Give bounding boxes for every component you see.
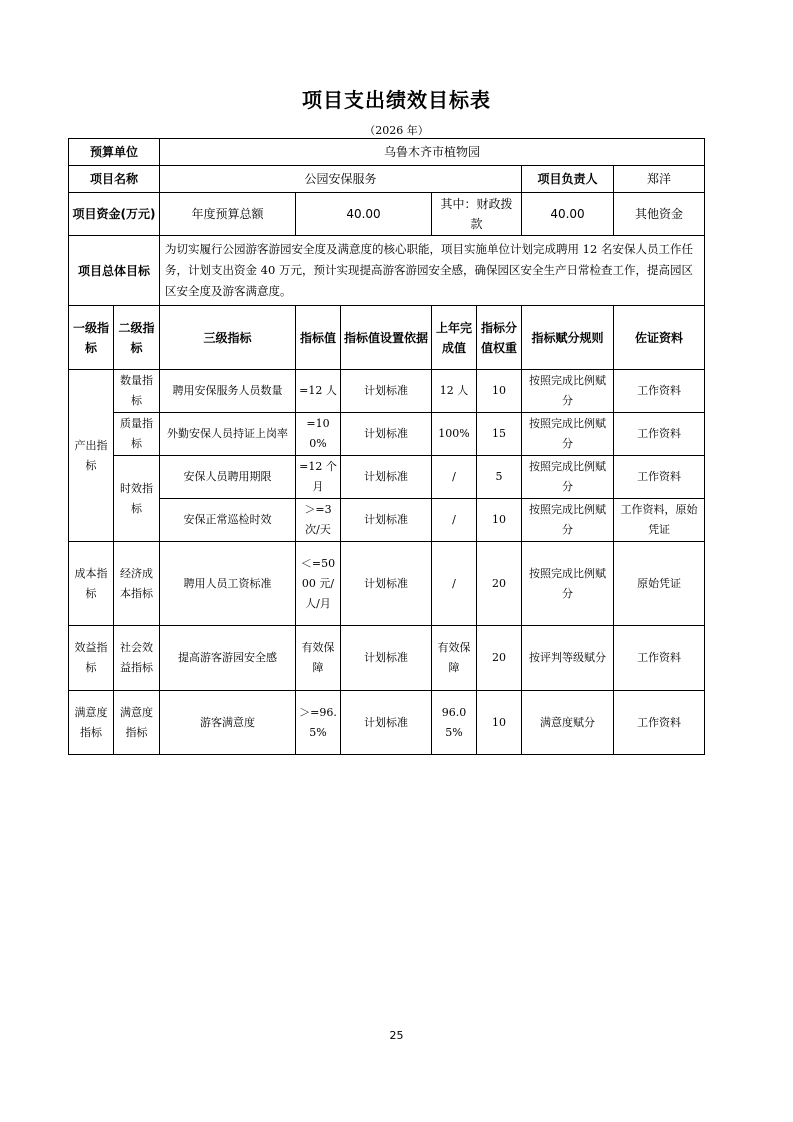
indicator-evidence: 工作资料: [614, 626, 705, 691]
indicator-last-year: /: [432, 499, 477, 542]
indicator-value: ＞=3 次/天: [296, 499, 341, 542]
header-weight: 指标分值权重: [477, 306, 522, 370]
page-number: 25: [389, 1029, 404, 1042]
indicator-weight: 10: [477, 370, 522, 413]
fiscal-value: 40.00: [522, 193, 614, 236]
project-funds-label: 项目资金(万元): [69, 193, 160, 236]
indicator-evidence: 原始凭证: [614, 542, 705, 626]
group-output: 产出指标: [69, 370, 114, 542]
indicator-weight: 20: [477, 542, 522, 626]
subgroup-quality: 质量指标: [114, 413, 160, 456]
indicator-name: 外勤安保人员持证上岗率: [160, 413, 296, 456]
year-label: （2026 年）: [364, 124, 429, 137]
table-row: [69, 499, 705, 542]
indicator-value: =100%: [296, 413, 341, 456]
indicator-name: 聘用安保服务人员数量: [160, 370, 296, 413]
indicator-weight: 5: [477, 456, 522, 499]
overall-goal-label: 项目总体目标: [69, 236, 160, 306]
indicator-value: ＞=96.5%: [296, 691, 341, 755]
indicator-evidence: 工作资料，原始凭证: [614, 499, 705, 542]
budget-unit-value: 乌鲁木齐市植物园: [160, 139, 705, 166]
header-level2: 二级指标: [114, 306, 160, 370]
indicator-last-year: 有效保障: [432, 626, 477, 691]
table-row: [69, 626, 705, 691]
project-funds-row: [69, 193, 705, 236]
indicator-evidence: 工作资料: [614, 413, 705, 456]
indicator-weight: 20: [477, 626, 522, 691]
indicator-name: 聘用人员工资标准: [160, 542, 296, 626]
indicator-weight: 10: [477, 691, 522, 755]
indicator-value: 有效保障: [296, 626, 341, 691]
indicator-rule: 按照完成比例赋分: [522, 456, 614, 499]
indicator-basis: 计划标准: [341, 413, 432, 456]
performance-target-table: [68, 138, 705, 755]
group-cost: 成本指标: [69, 542, 114, 626]
indicator-rule: 满意度赋分: [522, 691, 614, 755]
annual-total-label: 年度预算总额: [160, 193, 296, 236]
subgroup-timeliness: 时效指标: [114, 456, 160, 542]
budget-unit-label: 预算单位: [69, 139, 160, 166]
budget-unit-row: [69, 139, 705, 166]
project-leader-label: 项目负责人: [522, 166, 614, 193]
project-name-value: 公园安保服务: [160, 166, 522, 193]
subgroup-economic-cost: 经济成本指标: [114, 542, 160, 626]
group-satisfaction: 满意度指标: [69, 691, 114, 755]
indicator-name: 安保人员聘用期限: [160, 456, 296, 499]
table-row: [69, 691, 705, 755]
indicator-name: 安保正常巡检时效: [160, 499, 296, 542]
header-basis: 指标值设置依据: [341, 306, 432, 370]
header-level1: 一级指标: [69, 306, 114, 370]
indicator-weight: 10: [477, 499, 522, 542]
indicator-basis: 计划标准: [341, 542, 432, 626]
indicator-basis: 计划标准: [341, 626, 432, 691]
indicator-evidence: 工作资料: [614, 691, 705, 755]
group-benefit: 效益指标: [69, 626, 114, 691]
page-title: 项目支出绩效目标表: [302, 88, 491, 112]
indicator-rule: 按照完成比例赋分: [522, 499, 614, 542]
indicator-last-year: 12 人: [432, 370, 477, 413]
indicator-basis: 计划标准: [341, 499, 432, 542]
header-last-year: 上年完成值: [432, 306, 477, 370]
table-row: [69, 542, 705, 626]
subgroup-satisfaction: 满意度指标: [114, 691, 160, 755]
project-name-row: [69, 166, 705, 193]
table-row: [69, 456, 705, 499]
header-evidence: 佐证资料: [614, 306, 705, 370]
indicator-last-year: /: [432, 456, 477, 499]
header-level3: 三级指标: [160, 306, 296, 370]
indicator-rule: 按照完成比例赋分: [522, 542, 614, 626]
table-row: [69, 370, 705, 413]
indicator-weight: 15: [477, 413, 522, 456]
indicator-value: =12 个月: [296, 456, 341, 499]
project-leader-value: 郑洋: [614, 166, 705, 193]
indicator-last-year: /: [432, 542, 477, 626]
fiscal-label: 其中：财政拨款: [432, 193, 522, 236]
indicator-basis: 计划标准: [341, 691, 432, 755]
header-value: 指标值: [296, 306, 341, 370]
overall-goal-text: 为切实履行公园游客游园安全度及满意度的核心职能，项目实施单位计划完成聘用 12 名安保人员工作任务，计划支出资金 40 万元，预计实现提高游客游园安全感，确保园区安全生产日常检查工作，提高园区区安全度及游客满意度。: [160, 236, 705, 306]
table-row: [69, 413, 705, 456]
indicator-value: ＜=5000 元/人/月: [296, 542, 341, 626]
indicator-basis: 计划标准: [341, 370, 432, 413]
header-rule: 指标赋分规则: [522, 306, 614, 370]
indicator-rule: 按照完成比例赋分: [522, 413, 614, 456]
indicator-evidence: 工作资料: [614, 370, 705, 413]
indicator-rule: 按评判等级赋分: [522, 626, 614, 691]
indicator-evidence: 工作资料: [614, 456, 705, 499]
indicator-value: =12 人: [296, 370, 341, 413]
annual-total-value: 40.00: [296, 193, 432, 236]
indicator-basis: 计划标准: [341, 456, 432, 499]
indicator-last-year: 100%: [432, 413, 477, 456]
subgroup-social-benefit: 社会效益指标: [114, 626, 160, 691]
project-name-label: 项目名称: [69, 166, 160, 193]
overall-goal-row: [69, 236, 705, 306]
other-funds-label: 其他资金: [614, 193, 705, 236]
indicator-name: 提高游客游园安全感: [160, 626, 296, 691]
indicator-header-row: [69, 306, 705, 370]
indicator-name: 游客满意度: [160, 691, 296, 755]
subgroup-quantity: 数量指标: [114, 370, 160, 413]
indicator-rule: 按照完成比例赋分: [522, 370, 614, 413]
indicator-last-year: 96.05%: [432, 691, 477, 755]
